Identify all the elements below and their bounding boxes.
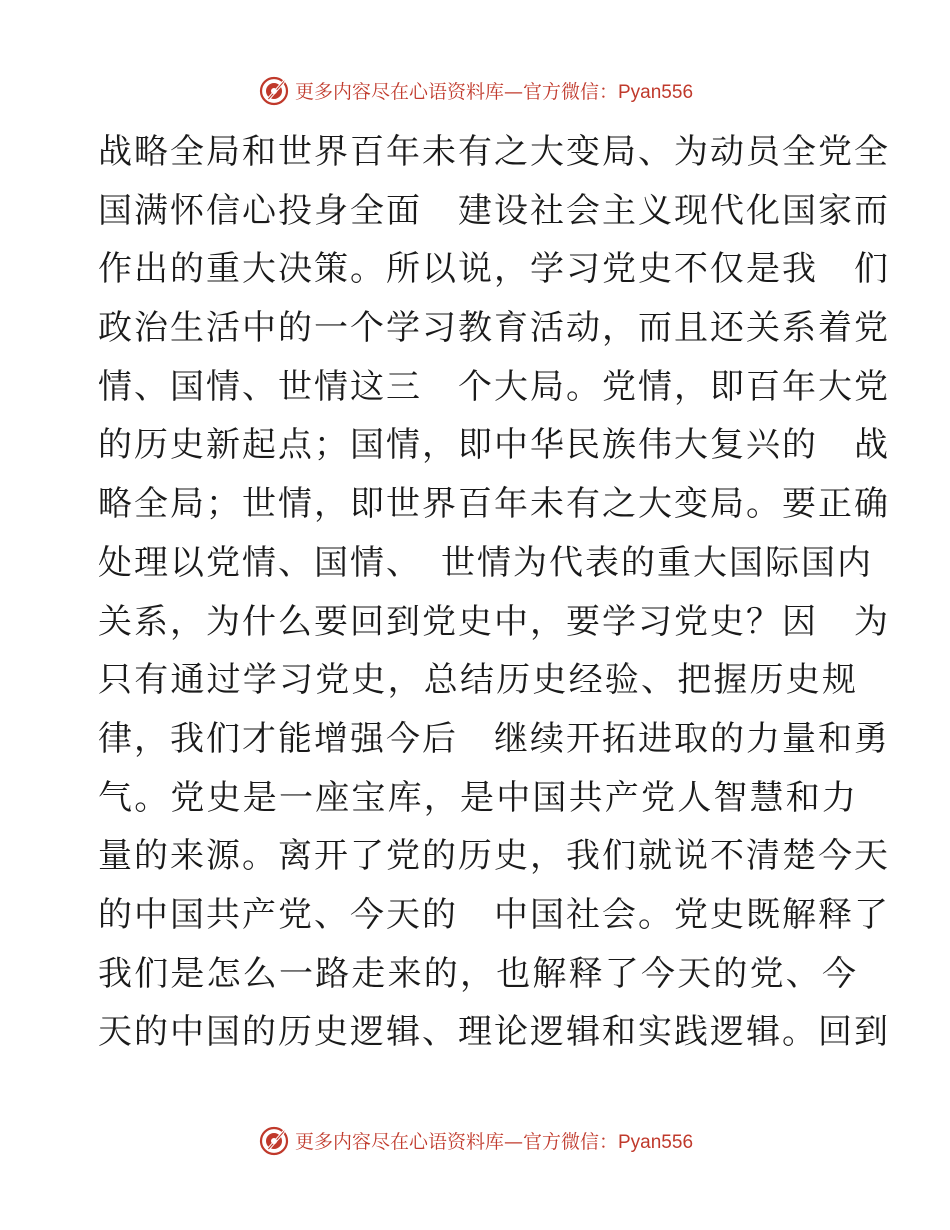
header-banner-text: 更多内容尽在心语资料库—官方微信：Pyan556 xyxy=(294,80,694,103)
text-line-7: 略全局；世情，即世界百年未有之大变局。要正确 xyxy=(98,484,890,525)
footer-banner xyxy=(0,1118,950,1162)
text-line-4: 政治生活中的一个学习教育活动，而且还关系着党 xyxy=(98,308,890,349)
footer-banner-text: 更多内容尽在心语资料库—官方微信：Pyan556 xyxy=(294,1130,694,1153)
footer-wechat-id: Pyan556 xyxy=(618,1131,694,1153)
text-line-1: 战略全局和世界百年未有之大变局、为动员全党全 xyxy=(98,132,890,172)
header-wechat-id: Pyan556 xyxy=(618,81,694,103)
text-line-3: 作出的重大决策。所以说，学习党史不仅是我 们 xyxy=(98,249,890,290)
text-line-5: 情、国情、世情这三 个大局。党情，即百年大党 xyxy=(98,366,890,407)
text-line-9: 关系，为什么要回到党史中，要学习党史？因 为 xyxy=(98,601,890,642)
text-line-16: 天的中国的历史逻辑、理论逻辑和实践逻辑。回到 xyxy=(98,1012,890,1053)
quill-pen-logo-icon xyxy=(257,1123,291,1157)
text-line-2: 国满怀信心投身全面 建设社会主义现代化国家而 xyxy=(98,190,890,231)
quill-pen-logo-icon xyxy=(257,73,291,107)
text-line-10: 只有通过学习党史，总结历史经验、把握历史规 xyxy=(98,660,858,701)
text-line-8: 处理以党情、国情、 世情为代表的重大国际国内 xyxy=(98,542,873,583)
text-line-13: 量的来源。离开了党的历史，我们就说不清楚今天 xyxy=(98,836,890,877)
header-banner xyxy=(0,68,950,112)
text-line-14: 的中国共产党、今天的 中国社会。党史既解释了 xyxy=(98,894,890,935)
text-line-12: 气。党史是一座宝库，是中国共产党人智慧和力 xyxy=(98,777,858,818)
text-line-6: 的历史新起点；国情，即中华民族伟大复兴的 战 xyxy=(98,425,890,466)
text-line-15: 我们是怎么一路走来的，也解释了今天的党、今 xyxy=(98,953,858,994)
text-line-11: 律，我们才能增强今后 继续开拓进取的力量和勇 xyxy=(98,718,890,759)
document-body xyxy=(98,123,890,1062)
